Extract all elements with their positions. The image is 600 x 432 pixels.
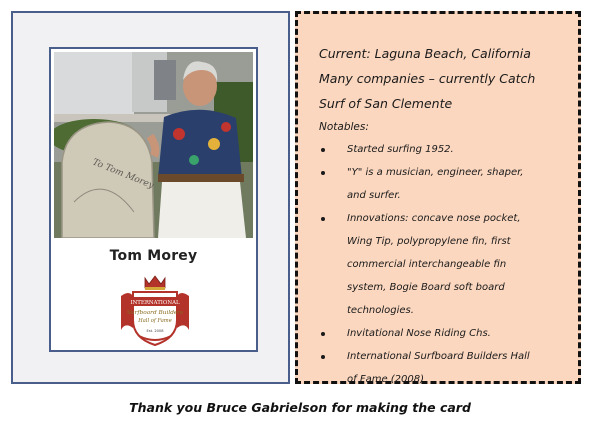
notable-line: Started surfing 1952.	[347, 144, 454, 155]
card-front	[11, 11, 290, 384]
notable-line: commercial interchangeable fin	[347, 259, 507, 270]
notable-line: of Fame (2008)	[347, 374, 425, 385]
card-back-text	[319, 41, 575, 391]
portrait-image	[54, 52, 253, 238]
hall-of-fame-logo	[117, 272, 193, 348]
logo-line-3: Hall of Fame	[138, 318, 172, 324]
bullet-icon	[321, 332, 325, 336]
portrait-photo	[54, 52, 253, 238]
notable-line: Invitational Nose Riding Chs.	[347, 328, 491, 339]
notable-item	[319, 322, 575, 345]
notable-line: International Surfboard Builders Hall	[347, 351, 530, 362]
notable-item	[319, 207, 575, 322]
lead-line: Many companies – currently Catch	[319, 71, 536, 86]
notable-line: Innovations: concave nose pocket,	[347, 213, 521, 224]
logo-line-2: Surfboard Builders	[126, 310, 184, 316]
board-inscription: To Tom Morey	[90, 157, 155, 192]
notable-line: technologies.	[347, 305, 414, 316]
notable-line: and surfer.	[347, 190, 401, 201]
notables-list	[319, 138, 575, 391]
card-back	[295, 11, 581, 384]
logo-line-4: Est. 2008	[146, 329, 164, 333]
bullet-icon	[321, 148, 325, 152]
notable-item	[319, 138, 575, 161]
bullet-icon	[321, 171, 325, 175]
logo-line-1: INTERNATIONAL	[130, 300, 180, 306]
card-front-inner	[49, 47, 258, 352]
notable-line: Wing Tip, polypropylene fin, first	[347, 236, 511, 247]
lead-line: Surf of San Clemente	[319, 96, 453, 111]
lead-line: Current: Laguna Beach, California	[319, 46, 531, 61]
notable-item	[319, 345, 575, 391]
notable-item	[319, 161, 575, 207]
bullet-icon	[321, 355, 325, 359]
notables-heading: Notables:	[319, 121, 369, 133]
notable-line: "Y" is a musician, engineer, shaper,	[347, 167, 524, 178]
bullet-icon	[321, 217, 325, 221]
player-name: Tom Morey	[109, 248, 198, 264]
notable-line: system, Bogie Board soft board	[347, 282, 505, 293]
credit-caption: Thank you Bruce Gabrielson for making the card	[129, 400, 471, 415]
